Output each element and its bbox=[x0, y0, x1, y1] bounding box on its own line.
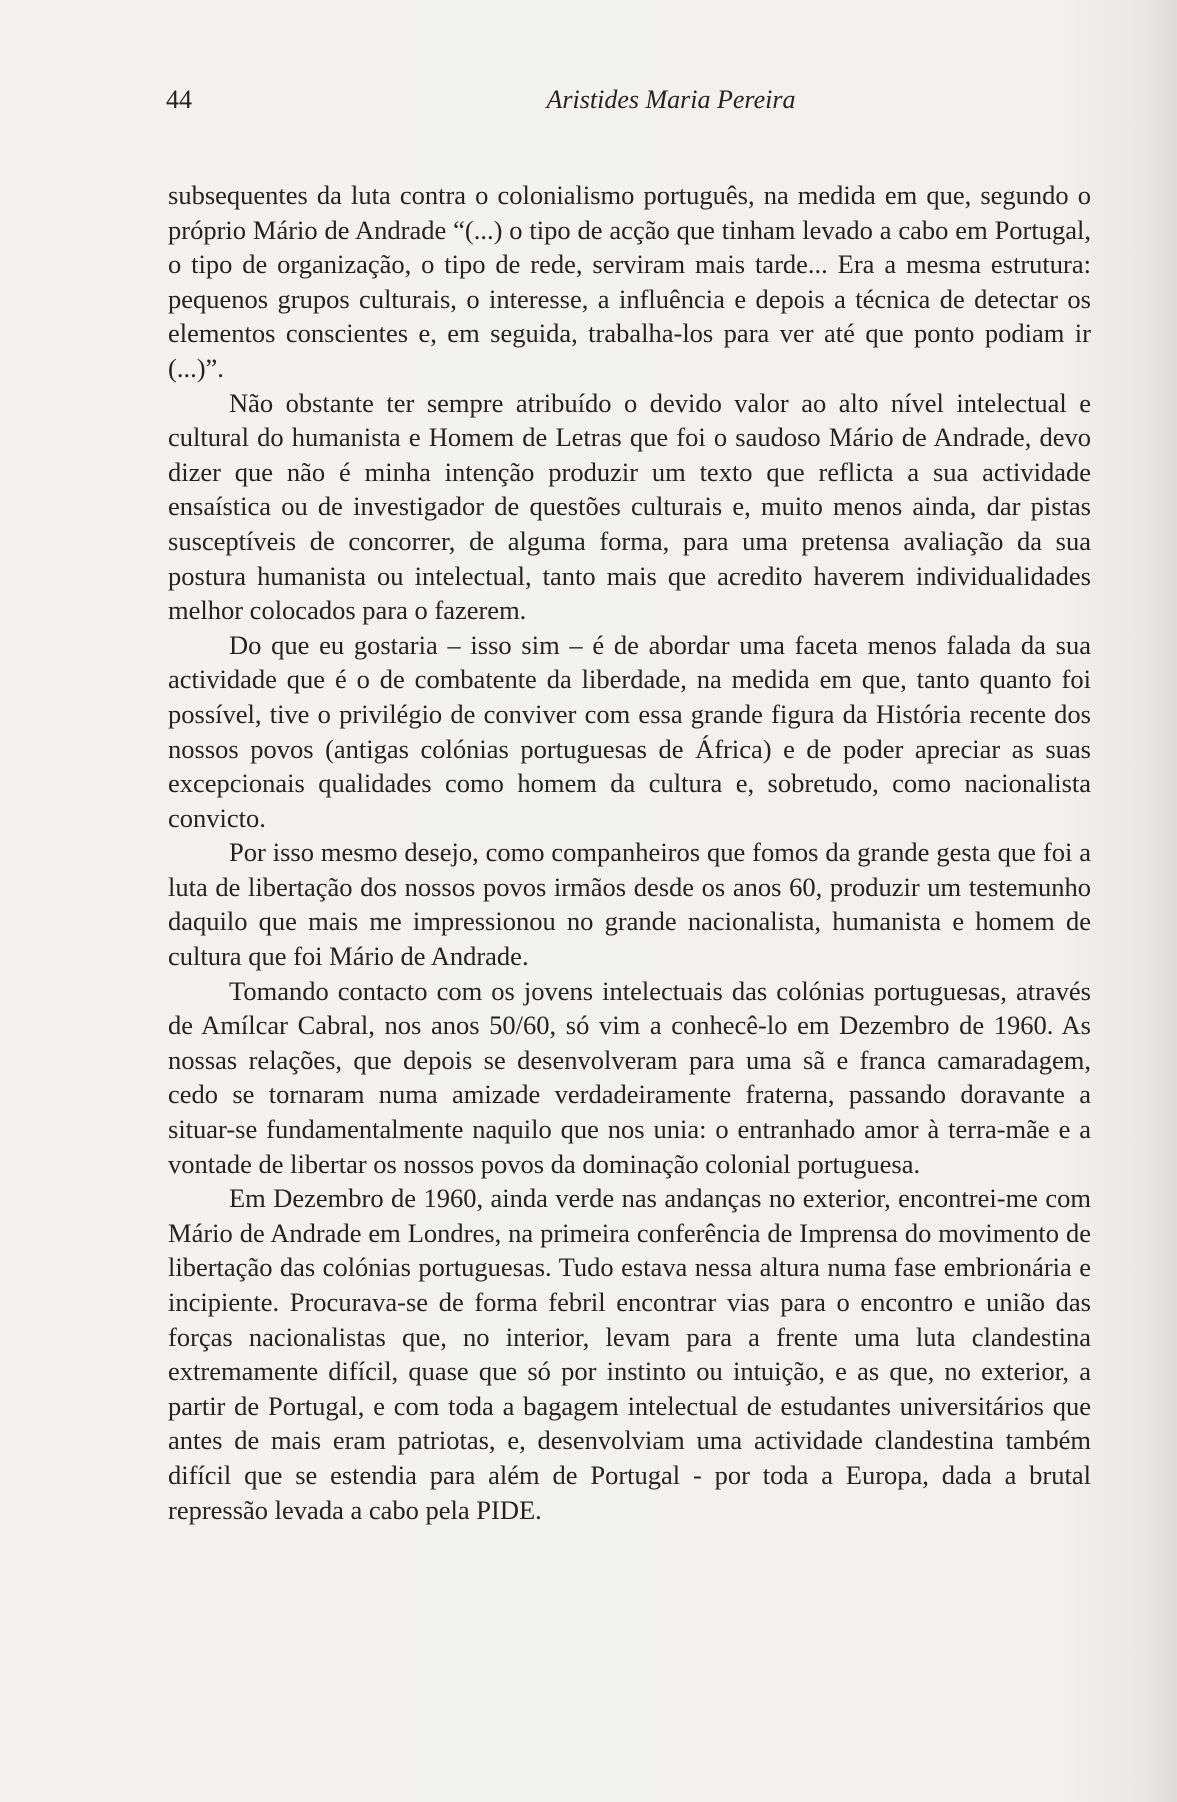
page-header bbox=[166, 82, 1096, 118]
paragraph: subsequentes da luta contra o colonialismo português, na medida em que, segundo o próprio Mário de Andrade “(...) o tipo de acção que tinham levado a cabo em Portugal, o tipo de organização, o tipo de rede, serviram mais tarde... Era a mesma estrutura: pequenos grupos culturais, o interesse, a influência e depois a técnica de detectar os elementos conscientes e, em seguida, trabalha-los para ver até que ponto podiam ir (...)”. bbox=[168, 180, 1091, 383]
paragraph: Tomando contacto com os jovens intelectuais das colónias portuguesas, através de Amílcar Cabral, nos anos 50/60, só vim a conhecê-lo em Dezembro de 1960. As nossas relações, que depois se desenvolveram para uma sã e franca camaradagem, cedo se tornaram numa amizade verdadeiramente fraterna, passando doravante a situar-se fundamentalmente naquilo que nos unia: o entranhado amor à terra-mãe e a vontade de libertar os nossos povos da dominação colonial portuguesa. bbox=[168, 975, 1091, 1179]
paragraph: Não obstante ter sempre atribuído o devido valor ao alto nível intelectual e cultural do humanista e Homem de Letras que foi o saudoso Mário de Andrade, devo dizer que não é minha intenção produzir um texto que reflicta a sua actividade ensaística ou de investigador de questões culturais e, muito menos ainda, dar pistas susceptíveis de concorrer, de alguma forma, para uma pretensa avaliação da sua postura humanista ou intelectual, tanto mais que acredito haverem individualidades melhor colocados para o fazerem. bbox=[168, 387, 1091, 626]
paragraph: Do que eu gostaria – isso sim – é de abordar uma faceta menos falada da sua actividade que é o de combatente da liberdade, na medida em que, tanto quanto foi possível, tive o privilégio de conviver com essa grande figura da História recente dos nossos povos (antigas colónias portuguesas de África) e de poder apreciar as suas excepcionais qualidades como homem da cultura e, sobretudo, como nacionalista convicto. bbox=[168, 629, 1091, 833]
body-text bbox=[168, 178, 1091, 1527]
page-number: 44 bbox=[166, 85, 192, 114]
paragraph: Por isso mesmo desejo, como companheiros que fomos da grande gesta que foi a luta de libertação dos nossos povos irmãos desde os anos 60, produzir um testemunho daquilo que mais me impressionou no grande nacionalista, humanista e homem de cultura que foi Mário de Andrade. bbox=[168, 837, 1091, 972]
running-head: Aristides Maria Pereira bbox=[546, 85, 796, 114]
paragraph: Em Dezembro de 1960, ainda verde nas andanças no exterior, encontrei-me com Mário de Andrade em Londres, na primeira conferência de Imprensa do movimento de libertação das colónias portuguesas. Tudo estava nessa altura numa fase embrionária e incipiente. Procurava-se de forma febril encontrar vias para o encontro e união das forças nacionalistas que, no interior, levam para a frente uma luta clandestina extremamente difícil, quase que só por instinto ou intuição, e as que, no exterior, a partir de Portugal, e com toda a bagagem intelectual de estudantes universitários que antes de mais eram patriotas, e, desenvolviam uma actividade clandestina também difícil que se estendia para além de Portugal - por toda a Europa, dada a brutal repressão levada a cabo pela PIDE. bbox=[168, 1183, 1091, 1525]
